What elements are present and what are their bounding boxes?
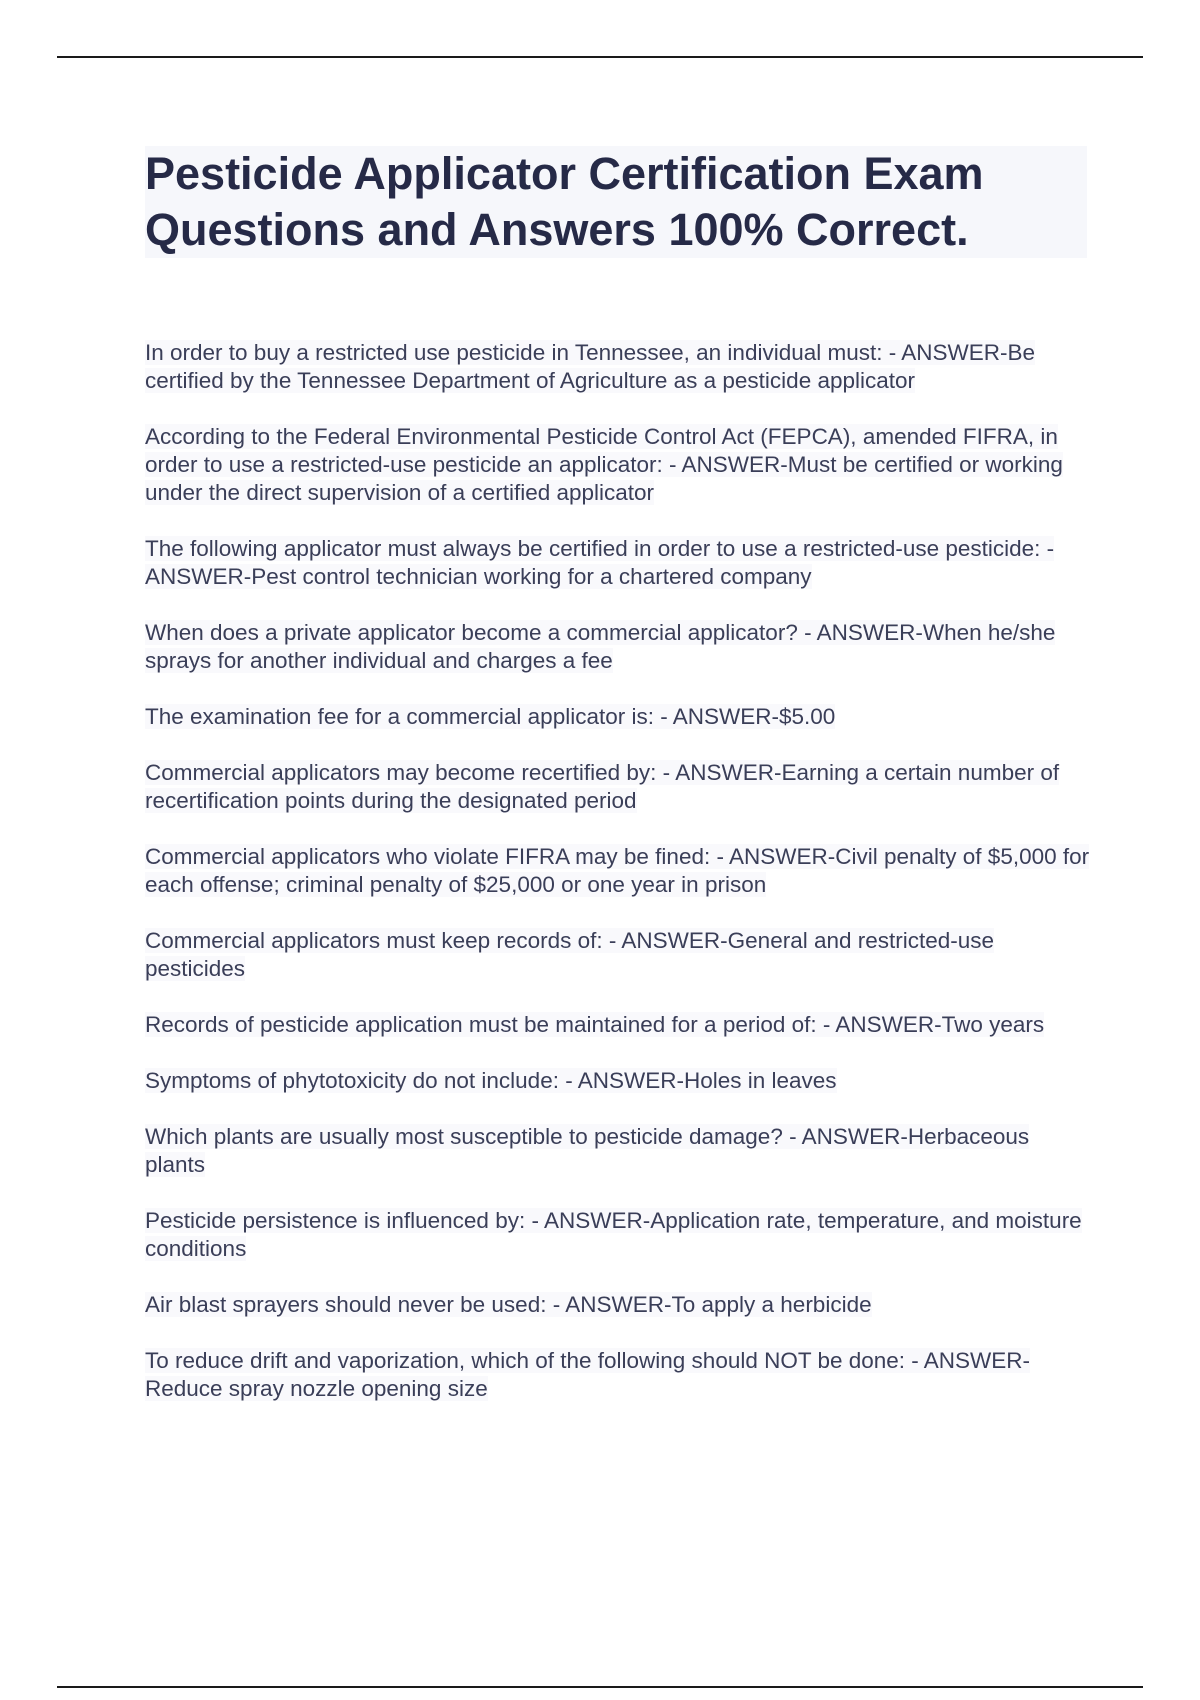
answer-text: When he/she sprays for another individual and charges a fee <box>145 620 1056 673</box>
answer-text: General and restricted-use pesticides <box>145 928 995 981</box>
question-text: Symptoms of phytotoxicity do not include: - ANSWER- <box>145 1068 684 1093</box>
question-text: Commercial applicators may become recertified by: - ANSWER- <box>145 760 782 785</box>
qa-item <box>145 619 1095 675</box>
qa-item <box>145 759 1095 815</box>
bottom-divider <box>57 1686 1143 1688</box>
answer-text: $5.00 <box>778 704 836 729</box>
qa-item <box>145 703 1095 731</box>
question-text: Commercial applicators must keep records of: - ANSWER- <box>145 928 728 953</box>
answer-text: Reduce spray nozzle opening size <box>145 1376 488 1401</box>
answer-text: Must be certified or working under the direct supervision of a certified applicator <box>145 452 1063 505</box>
qa-item <box>145 927 1095 983</box>
qa-item <box>145 1207 1095 1263</box>
question-text: Which plants are usually most susceptible to pesticide damage? - ANSWER- <box>145 1124 908 1149</box>
document-title: Pesticide Applicator Certification Exam Questions and Answers 100% Correct. <box>145 146 1087 258</box>
qa-item <box>145 843 1095 899</box>
question-text: To reduce drift and vaporization, which of the following should NOT be done: - ANSWER- <box>145 1348 1031 1373</box>
question-text: When does a private applicator become a commercial applicator? - ANSWER- <box>145 620 923 645</box>
answer-text: Be certified by the Tennessee Department of Agriculture as a pesticide applicator <box>145 340 1036 393</box>
answer-text: To apply a herbicide <box>671 1292 872 1317</box>
qa-list <box>145 339 1095 1431</box>
top-divider <box>57 56 1143 58</box>
answer-text: Civil penalty of $5,000 for each offense; criminal penalty of $25,000 or one year in prison <box>145 844 1090 897</box>
qa-item <box>145 1347 1095 1403</box>
qa-item <box>145 1291 1095 1319</box>
answer-text: Herbaceous plants <box>145 1124 1030 1177</box>
question-text: The examination fee for a commercial applicator is: - ANSWER- <box>145 704 779 729</box>
qa-item <box>145 1123 1095 1179</box>
question-text: The following applicator must always be certified in order to use a restricted-use pesticide: - ANSWER- <box>145 536 1055 589</box>
qa-item <box>145 339 1095 395</box>
question-text: Commercial applicators who violate FIFRA may be fined: - ANSWER- <box>145 844 836 869</box>
answer-text: Earning a certain number of recertification points during the designated period <box>145 760 1060 813</box>
answer-text: Pest control technician working for a chartered company <box>251 564 812 589</box>
question-text: In order to buy a restricted use pesticide in Tennessee, an individual must: - ANSWER- <box>145 340 1008 365</box>
qa-item <box>145 535 1095 591</box>
question-text: Pesticide persistence is influenced by: - ANSWER- <box>145 1208 651 1233</box>
qa-item <box>145 1067 1095 1095</box>
question-text: According to the Federal Environmental Pesticide Control Act (FEPCA), amended FIFRA, in order to use a restricted-use pesticide an applicator: - ANSWER- <box>145 424 1058 477</box>
question-text: Records of pesticide application must be maintained for a period of: - ANSWER- <box>145 1012 942 1037</box>
question-text: Air blast sprayers should never be used: - ANSWER- <box>145 1292 672 1317</box>
answer-text: Application rate, temperature, and moisture conditions <box>145 1208 1082 1261</box>
answer-text: Two years <box>941 1012 1045 1037</box>
qa-item <box>145 1011 1095 1039</box>
answer-text: Holes in leaves <box>683 1068 837 1093</box>
qa-item <box>145 423 1095 507</box>
